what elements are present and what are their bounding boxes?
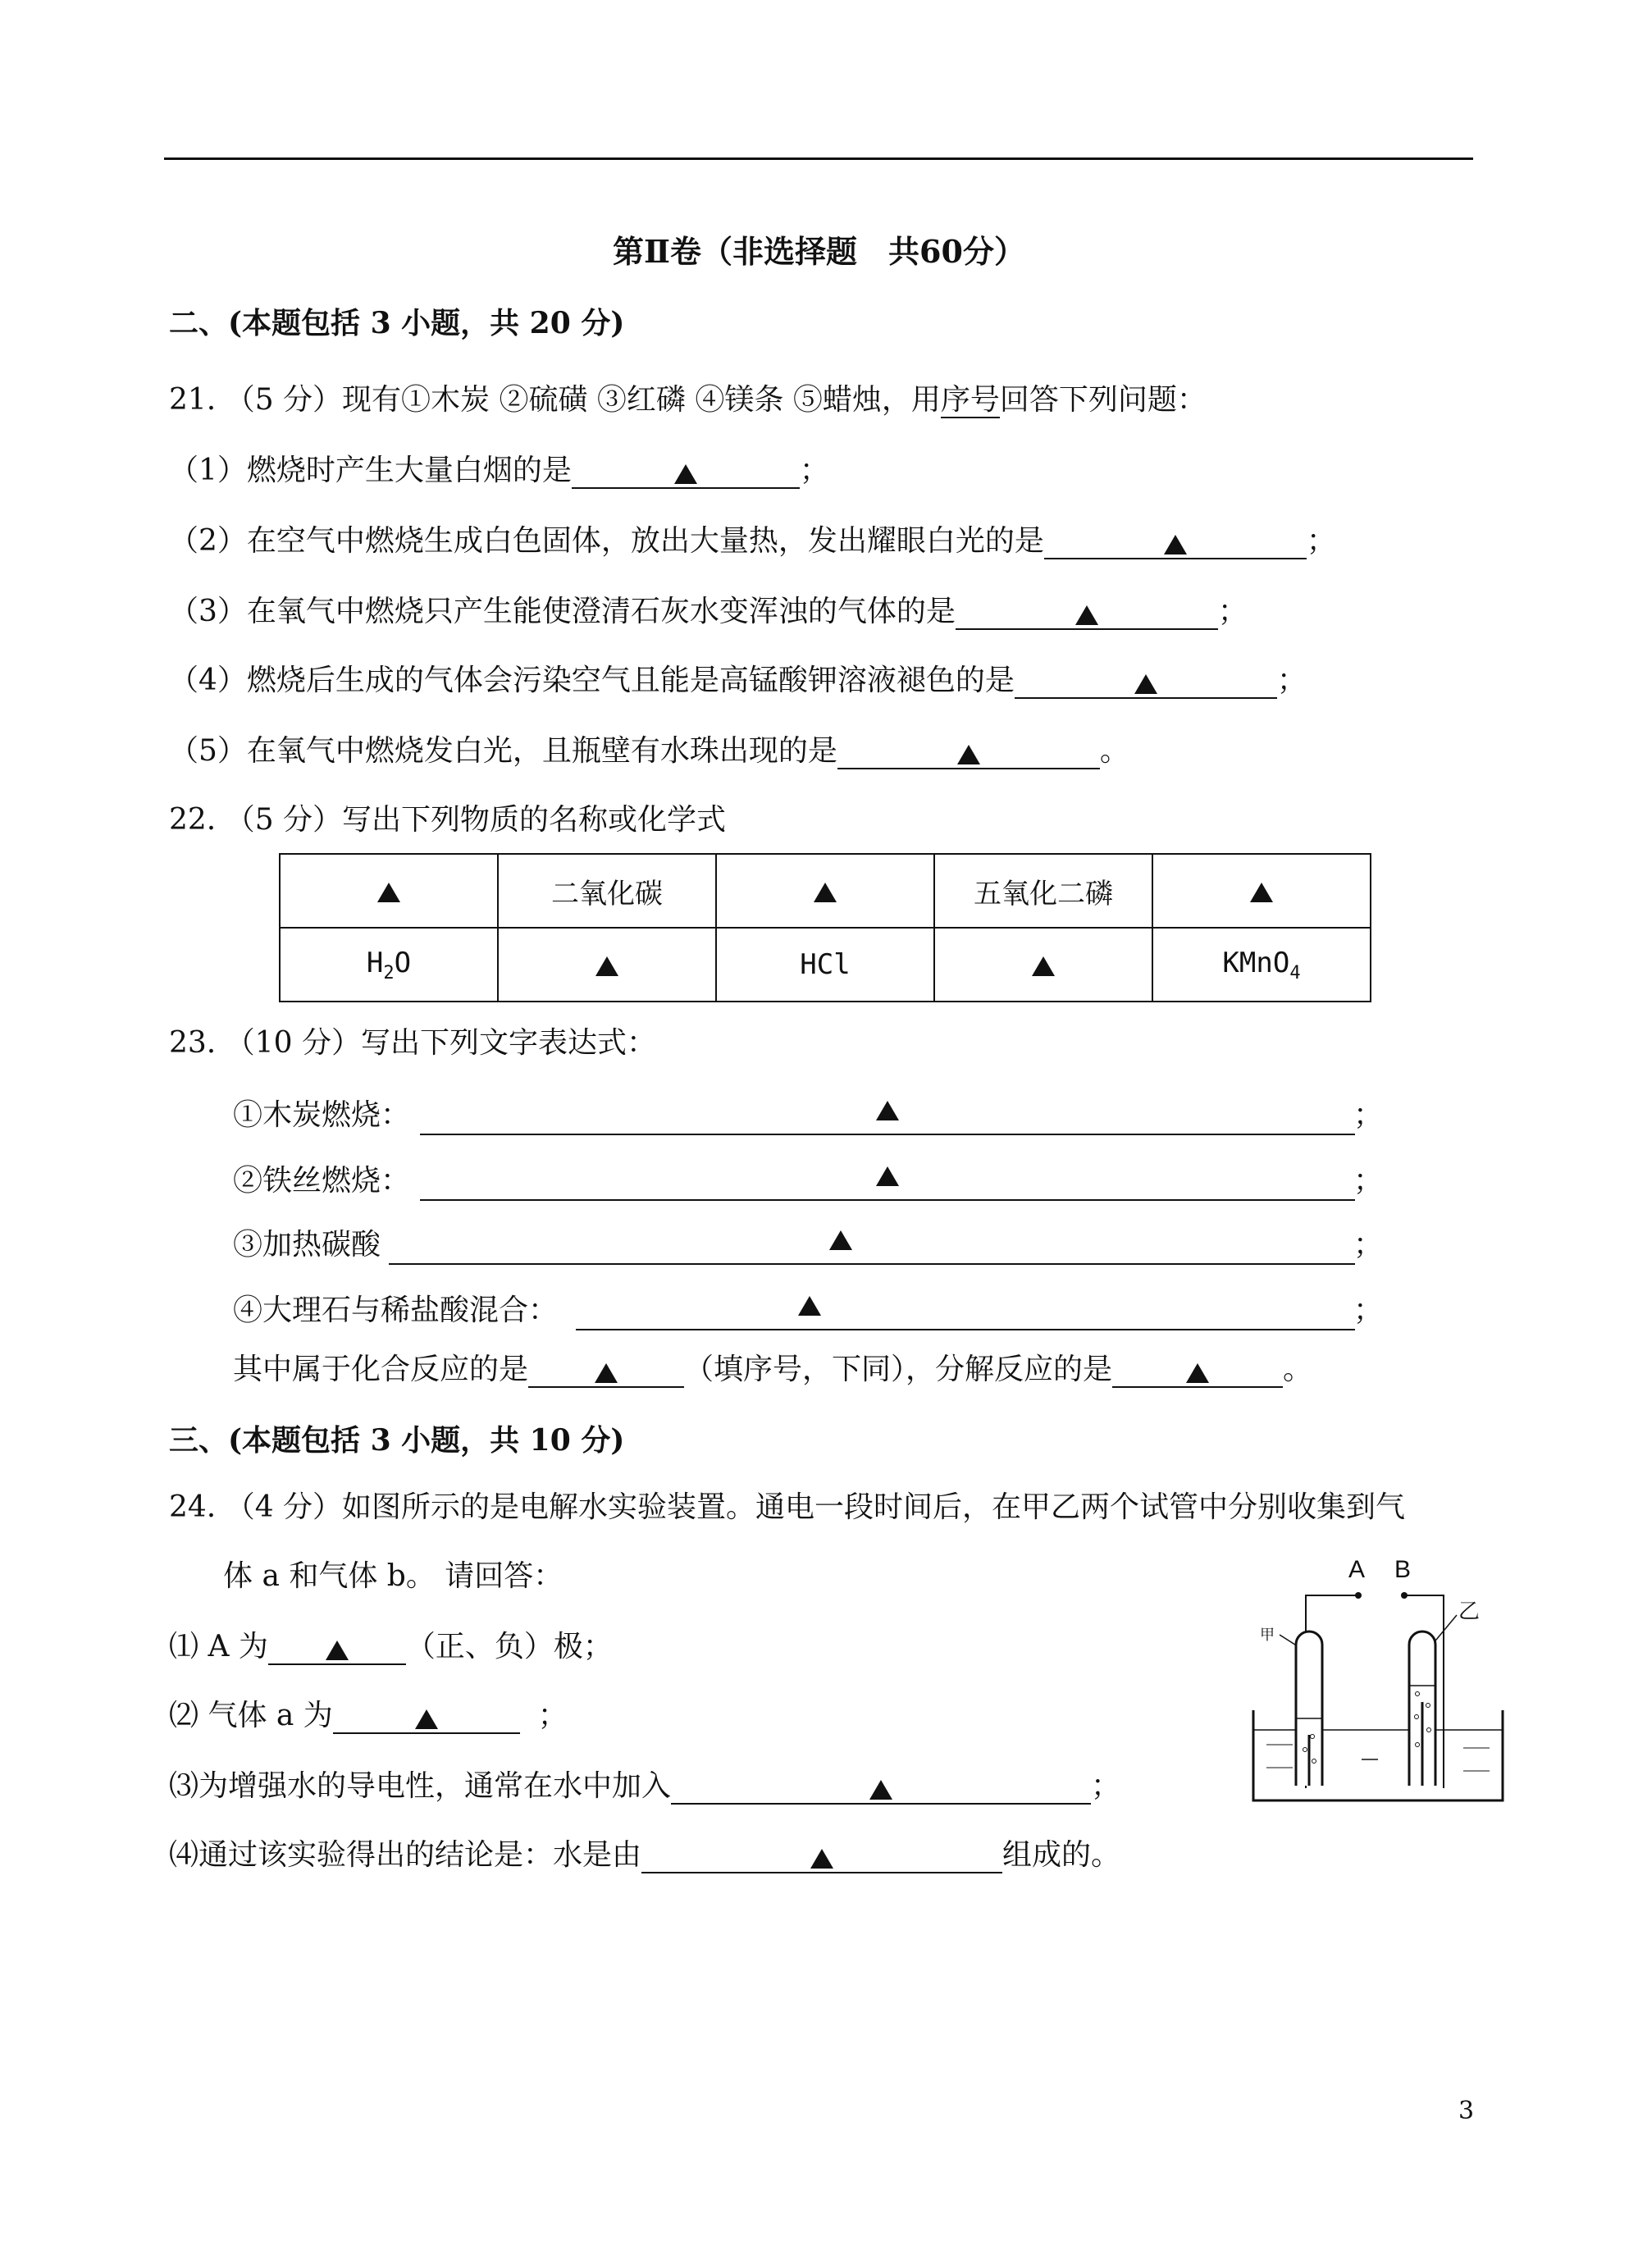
table-cell-formula: $H_2O$ bbox=[280, 928, 498, 1002]
triangle-icon bbox=[326, 1641, 349, 1660]
q21-item-1-end: ； bbox=[799, 454, 829, 487]
q23-item-1-blank[interactable] bbox=[420, 1101, 1355, 1135]
q24-item-3 bbox=[169, 1768, 1120, 1805]
triangle-icon bbox=[869, 1780, 892, 1800]
q21-item-5-end: 。 bbox=[1099, 734, 1129, 768]
answer-blank[interactable] bbox=[268, 1631, 406, 1665]
q23-summary-a: 其中属于化合反应的是 bbox=[233, 1353, 529, 1386]
q21-item-2 bbox=[169, 523, 1336, 559]
q24-item-1-suffix: （正、负）极； bbox=[405, 1630, 613, 1663]
q24-item-3-suffix: ； bbox=[1091, 1769, 1121, 1803]
q21-item-4 bbox=[169, 663, 1307, 699]
q23-summary-end: 。 bbox=[1283, 1353, 1313, 1386]
paper-title: 第Ⅱ卷（非选择题 共60分） bbox=[613, 233, 1025, 270]
top-rule bbox=[164, 157, 1473, 160]
q23-item-2-label: ②铁丝燃烧： bbox=[233, 1164, 411, 1198]
q21-stem-suffix: 回答下列问题： bbox=[999, 383, 1207, 417]
triangle-icon bbox=[1075, 605, 1098, 625]
label-yi: 乙 bbox=[1458, 1599, 1481, 1623]
q21-item-2-end: ； bbox=[1306, 524, 1336, 558]
answer-blank[interactable] bbox=[837, 735, 1100, 769]
answer-blank[interactable] bbox=[1015, 664, 1277, 699]
table-row bbox=[280, 928, 1371, 1002]
q21-item-2-text: （2）在空气中燃烧生成白色固体，放出大量热，发出耀眼白光的是 bbox=[169, 524, 1044, 558]
section-heading-2: 二、(本题包括 3 小题，共 20 分) bbox=[169, 306, 625, 340]
q21-item-5-text: （5）在氧气中燃烧发白光，且瓶壁有水珠出现的是 bbox=[169, 734, 837, 768]
question-23-stem: 23. （10 分）写出下列文字表达式： bbox=[169, 1026, 656, 1060]
q21-item-3 bbox=[169, 594, 1248, 630]
triangle-icon bbox=[595, 956, 618, 976]
triangle-icon bbox=[674, 464, 697, 484]
q21-item-1 bbox=[169, 453, 829, 489]
triangle-icon bbox=[810, 1849, 833, 1869]
water-trough bbox=[1253, 1710, 1503, 1800]
q23-item-4-label: ④大理石与稀盐酸混合： bbox=[233, 1294, 559, 1327]
answer-blank[interactable] bbox=[956, 596, 1218, 630]
triangle-icon bbox=[1186, 1363, 1209, 1383]
answer-blank[interactable] bbox=[528, 1353, 684, 1388]
label-a: A bbox=[1348, 1556, 1366, 1583]
q24-item-1 bbox=[169, 1629, 613, 1665]
q24-item-4-suffix: 组成的。 bbox=[1002, 1838, 1121, 1872]
triangle-icon bbox=[415, 1709, 438, 1729]
q23-item-2-end: ； bbox=[1353, 1164, 1384, 1198]
triangle-icon bbox=[798, 1296, 821, 1316]
q23-item-2-blank[interactable] bbox=[420, 1166, 1355, 1201]
table-cell-formula: KMnO$_4$ bbox=[1152, 928, 1371, 1002]
answer-blank[interactable] bbox=[389, 1230, 1355, 1265]
answer-blank[interactable] bbox=[572, 454, 800, 489]
table-cell-blank[interactable] bbox=[280, 854, 498, 928]
label-jia: 甲 bbox=[1260, 1627, 1275, 1643]
q21-item-4-end: ； bbox=[1276, 664, 1307, 697]
q24-item-2-suffix: ； bbox=[537, 1699, 568, 1732]
q23-item-3-end: ； bbox=[1353, 1228, 1384, 1262]
table-cell-blank[interactable] bbox=[934, 928, 1152, 1002]
q23-item-1 bbox=[233, 1097, 410, 1134]
question-24-stem-line2: 体 a 和气体 b。 请回答： bbox=[223, 1559, 563, 1593]
q21-stem-emphasis: 序号 bbox=[940, 383, 1000, 417]
answer-blank[interactable] bbox=[333, 1700, 520, 1734]
q23-summary bbox=[233, 1352, 1312, 1388]
q23-item-3-blank[interactable] bbox=[389, 1230, 1355, 1265]
q24-item-3-prefix: ⑶为增强水的导电性，通常在水中加入 bbox=[169, 1769, 672, 1803]
answer-blank[interactable] bbox=[1044, 525, 1307, 559]
table-row bbox=[280, 854, 1371, 928]
table-cell-blank[interactable] bbox=[1152, 854, 1371, 928]
table-cell: 五氧化二磷 bbox=[934, 854, 1152, 928]
triangle-icon bbox=[1164, 535, 1187, 554]
q23-item-3-label: ③加热碳酸 bbox=[233, 1228, 381, 1262]
electrolysis-apparatus-figure bbox=[1247, 1554, 1509, 1817]
q21-item-3-text: （3）在氧气中燃烧只产生能使澄清石灰水变浑浊的气体的是 bbox=[169, 595, 956, 628]
q21-item-3-end: ； bbox=[1217, 595, 1248, 628]
table-cell-formula: HCl bbox=[716, 928, 934, 1002]
q21-stem-prefix: 21. （5 分）现有①木炭 ②硫磺 ③红磷 ④镁条 ⑤蜡烛，用 bbox=[169, 383, 941, 417]
triangle-icon bbox=[595, 1363, 618, 1383]
q23-item-2 bbox=[233, 1163, 410, 1199]
answer-blank[interactable] bbox=[641, 1839, 1002, 1873]
q24-item-4 bbox=[169, 1837, 1120, 1873]
q23-summary-b: （填序号，下同），分解反应的是 bbox=[684, 1353, 1113, 1386]
answer-blank[interactable] bbox=[420, 1166, 1355, 1201]
table-cell-blank[interactable] bbox=[498, 928, 716, 1002]
answer-blank[interactable] bbox=[671, 1770, 1091, 1805]
table-cell-blank[interactable] bbox=[716, 854, 934, 928]
triangle-icon bbox=[876, 1166, 899, 1186]
q23-item-1-end: ； bbox=[1353, 1098, 1384, 1132]
q21-item-5 bbox=[169, 733, 1129, 769]
question-22-stem: 22. （5 分）写出下列物质的名称或化学式 bbox=[169, 803, 727, 837]
q23-item-1-label: ①木炭燃烧： bbox=[233, 1098, 411, 1132]
triangle-icon bbox=[814, 883, 837, 902]
triangle-icon bbox=[876, 1101, 899, 1120]
page-number: 3 bbox=[1458, 2097, 1475, 2125]
q21-item-1-text: （1）燃烧时产生大量白烟的是 bbox=[169, 454, 572, 487]
q24-item-2 bbox=[169, 1698, 568, 1734]
question-24-stem-line1: 24. （4 分）如图所示的是电解水实验装置。通电一段时间后，在甲乙两个试管中分别收集到气 bbox=[169, 1490, 1406, 1524]
label-b: B bbox=[1394, 1556, 1412, 1583]
q23-item-4-blank[interactable] bbox=[576, 1296, 1355, 1330]
q24-item-4-prefix: ⑷通过该实验得出的结论是：水是由 bbox=[169, 1838, 642, 1872]
table-cell: 二氧化碳 bbox=[498, 854, 716, 928]
triangle-icon bbox=[1134, 674, 1157, 694]
triangle-icon bbox=[829, 1230, 852, 1250]
triangle-icon bbox=[1032, 956, 1055, 976]
q23-item-4-end: ； bbox=[1353, 1294, 1384, 1327]
triangle-icon bbox=[377, 883, 400, 902]
q23-item-4 bbox=[233, 1293, 558, 1329]
answer-blank[interactable] bbox=[1112, 1353, 1283, 1388]
triangle-icon bbox=[1250, 883, 1273, 902]
q21-item-4-text: （4）燃烧后生成的气体会污染空气且能是高锰酸钾溶液褪色的是 bbox=[169, 664, 1015, 697]
section-heading-3: 三、(本题包括 3 小题，共 10 分) bbox=[169, 1423, 625, 1458]
answer-blank[interactable] bbox=[576, 1296, 1355, 1330]
answer-blank[interactable] bbox=[420, 1101, 1355, 1135]
q24-item-2-prefix: ⑵ 气体 a 为 bbox=[169, 1699, 333, 1732]
q23-item-3 bbox=[233, 1227, 381, 1263]
question-21-stem bbox=[169, 382, 1207, 418]
formula-table bbox=[279, 853, 1371, 1002]
q24-item-1-prefix: ⑴ A 为 bbox=[169, 1630, 268, 1663]
triangle-icon bbox=[957, 745, 980, 764]
